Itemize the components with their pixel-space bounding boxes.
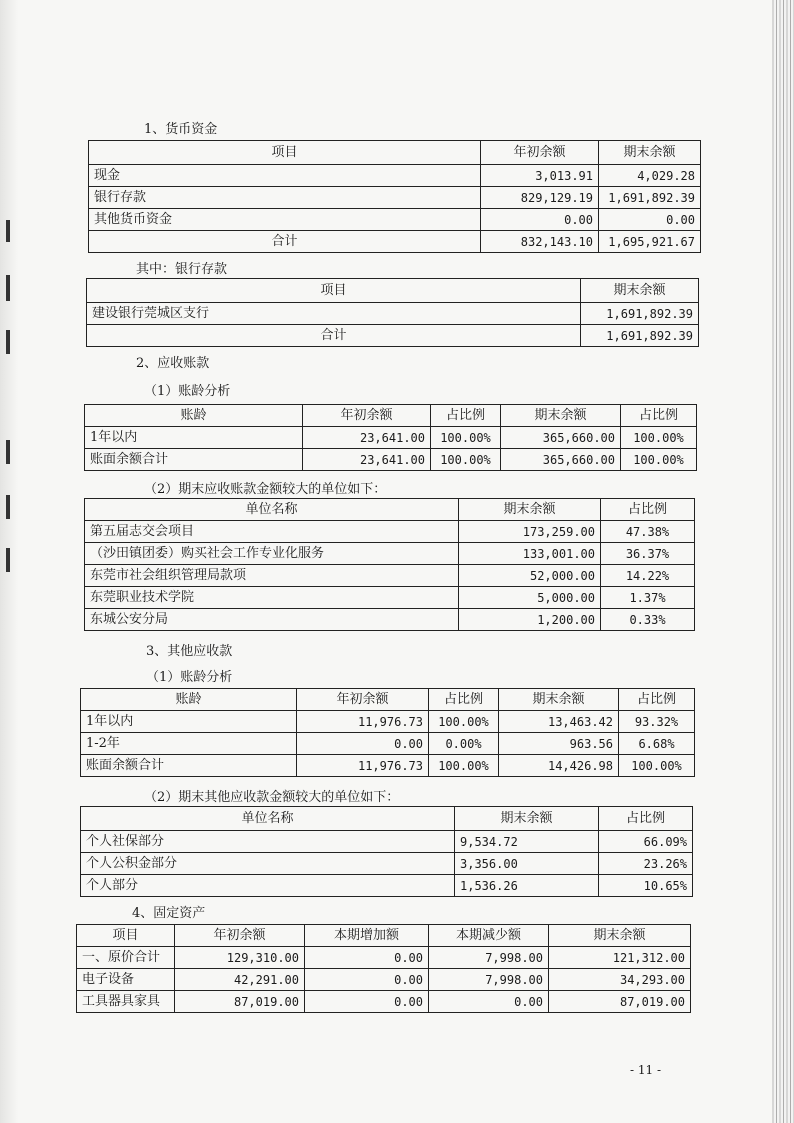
table-row [89, 165, 701, 187]
binding-mark [6, 548, 10, 572]
closing-balance: 9,534.72 [455, 831, 599, 853]
table-row [85, 565, 695, 587]
opening-ratio: 0.00% [429, 733, 499, 755]
opening-balance: 829,129.19 [481, 187, 599, 209]
closing-balance: 34,293.00 [549, 969, 691, 991]
table-row [89, 187, 701, 209]
opening-balance: 0.00 [297, 733, 429, 755]
opening-ratio: 100.00% [429, 711, 499, 733]
row-label: 电子设备 [77, 969, 175, 991]
ratio: 36.37% [601, 543, 695, 565]
col-header-item: 项目 [77, 925, 175, 947]
section-2-aging-heading: （1）账龄分析 [144, 384, 231, 399]
ratio: 14.22% [601, 565, 695, 587]
opening-balance: 3,013.91 [481, 165, 599, 187]
receivables-top-units-table [84, 498, 695, 631]
total-row [87, 325, 699, 347]
receivables-aging-table [84, 404, 697, 471]
increase: 0.00 [305, 947, 429, 969]
closing-balance: 87,019.00 [549, 991, 691, 1013]
table-header-row [87, 279, 699, 303]
col-header-unit: 单位名称 [81, 807, 455, 831]
closing-balance: 133,001.00 [459, 543, 601, 565]
closing-balance: 1,695,921.67 [599, 231, 701, 253]
row-label: 现金 [89, 165, 481, 187]
row-label: 1-2年 [81, 733, 297, 755]
col-header-closing: 期末余额 [499, 689, 619, 711]
unit-name: 个人社保部分 [81, 831, 455, 853]
bank-table [86, 278, 699, 347]
opening-balance: 23,641.00 [303, 449, 431, 471]
table-row [87, 303, 699, 325]
closing-balance: 1,691,892.39 [581, 303, 699, 325]
closing-ratio: 6.68% [619, 733, 695, 755]
col-header-closing: 期末余额 [459, 499, 601, 521]
col-header-ratio: 占比例 [599, 807, 693, 831]
cash-table [88, 140, 701, 253]
decrease: 7,998.00 [429, 969, 549, 991]
increase: 0.00 [305, 991, 429, 1013]
closing-balance: 0.00 [599, 209, 701, 231]
increase: 0.00 [305, 969, 429, 991]
binding-mark [6, 330, 10, 354]
opening-balance: 42,291.00 [175, 969, 305, 991]
section-1-heading: 1、货币资金 [144, 122, 218, 137]
closing-balance: 963.56 [499, 733, 619, 755]
closing-balance: 52,000.00 [459, 565, 601, 587]
closing-balance: 3,356.00 [455, 853, 599, 875]
row-label: 建设银行莞城区支行 [87, 303, 581, 325]
closing-ratio: 100.00% [619, 755, 695, 777]
opening-balance: 11,976.73 [297, 711, 429, 733]
total-row [81, 755, 695, 777]
table-header-row [81, 807, 693, 831]
table-header-row [85, 405, 697, 427]
table-row [81, 853, 693, 875]
closing-balance: 365,660.00 [501, 449, 621, 471]
unit-name: 东莞职业技术学院 [85, 587, 459, 609]
page-number: - 11 - [630, 1063, 662, 1077]
table-row [85, 427, 697, 449]
ratio: 66.09% [599, 831, 693, 853]
table-header-row [85, 499, 695, 521]
col-header-aging: 账龄 [85, 405, 303, 427]
col-header-opening: 年初余额 [175, 925, 305, 947]
row-label: 1年以内 [81, 711, 297, 733]
table-row [81, 711, 695, 733]
section-3-heading: 3、其他应收款 [146, 644, 233, 659]
opening-balance: 23,641.00 [303, 427, 431, 449]
table-row [89, 209, 701, 231]
closing-balance: 5,000.00 [459, 587, 601, 609]
unit-name: 东城公安分局 [85, 609, 459, 631]
closing-balance: 1,691,892.39 [581, 325, 699, 347]
ratio: 0.33% [601, 609, 695, 631]
table-header-row [81, 689, 695, 711]
scan-right-edge [772, 0, 794, 1123]
opening-ratio: 100.00% [429, 755, 499, 777]
closing-balance: 1,536.26 [455, 875, 599, 897]
ratio: 1.37% [601, 587, 695, 609]
table-row [81, 733, 695, 755]
total-label: 合计 [87, 325, 581, 347]
row-label: 工具器具家具 [77, 991, 175, 1013]
table-row [85, 543, 695, 565]
table-row [81, 831, 693, 853]
closing-balance: 365,660.00 [501, 427, 621, 449]
col-header-ratio: 占比例 [601, 499, 695, 521]
fixed-assets-table [76, 924, 691, 1013]
row-label: 1年以内 [85, 427, 303, 449]
col-header-closing: 期末余额 [501, 405, 621, 427]
opening-ratio: 100.00% [431, 449, 501, 471]
section-3-top-heading: （2）期末其他应收款金额较大的单位如下： [144, 790, 400, 805]
col-header-closing: 期末余额 [599, 141, 701, 165]
table-header-row [77, 925, 691, 947]
col-header-unit: 单位名称 [85, 499, 459, 521]
bank-heading: 其中：银行存款 [136, 262, 228, 277]
unit-name: 个人部分 [81, 875, 455, 897]
binding-mark [6, 220, 10, 242]
ratio: 47.38% [601, 521, 695, 543]
table-row [77, 991, 691, 1013]
col-header-item: 项目 [89, 141, 481, 165]
opening-balance: 832,143.10 [481, 231, 599, 253]
col-header-ratio: 占比例 [621, 405, 697, 427]
binding-mark [6, 275, 10, 301]
closing-ratio: 93.32% [619, 711, 695, 733]
row-label: 账面余额合计 [81, 755, 297, 777]
col-header-decrease: 本期减少额 [429, 925, 549, 947]
ratio: 23.26% [599, 853, 693, 875]
row-label: 账面余额合计 [85, 449, 303, 471]
closing-balance: 173,259.00 [459, 521, 601, 543]
decrease: 0.00 [429, 991, 549, 1013]
col-header-closing: 期末余额 [455, 807, 599, 831]
section-4-heading: 4、固定资产 [132, 906, 206, 921]
closing-balance: 1,691,892.39 [599, 187, 701, 209]
table-row [77, 969, 691, 991]
total-row [85, 449, 697, 471]
opening-balance: 11,976.73 [297, 755, 429, 777]
unit-name: （沙田镇团委）购买社会工作专业化服务 [85, 543, 459, 565]
opening-balance: 87,019.00 [175, 991, 305, 1013]
col-header-opening: 年初余额 [303, 405, 431, 427]
section-3-aging-heading: （1）账龄分析 [146, 670, 233, 685]
closing-balance: 121,312.00 [549, 947, 691, 969]
table-row [85, 609, 695, 631]
ratio: 10.65% [599, 875, 693, 897]
col-header-increase: 本期增加额 [305, 925, 429, 947]
unit-name: 第五届志交会项目 [85, 521, 459, 543]
col-header-opening: 年初余额 [481, 141, 599, 165]
closing-balance: 1,200.00 [459, 609, 601, 631]
total-row [89, 231, 701, 253]
table-row [85, 587, 695, 609]
closing-ratio: 100.00% [621, 427, 697, 449]
col-header-closing: 期末余额 [581, 279, 699, 303]
section-2-heading: 2、应收账款 [136, 356, 210, 371]
row-label: 其他货币资金 [89, 209, 481, 231]
table-row [77, 947, 691, 969]
binding-mark [6, 440, 10, 464]
col-header-aging: 账龄 [81, 689, 297, 711]
col-header-ratio: 占比例 [429, 689, 499, 711]
col-header-ratio: 占比例 [431, 405, 501, 427]
decrease: 7,998.00 [429, 947, 549, 969]
other-receivables-top-units-table [80, 806, 693, 897]
row-label: 银行存款 [89, 187, 481, 209]
col-header-ratio: 占比例 [619, 689, 695, 711]
unit-name: 个人公积金部分 [81, 853, 455, 875]
closing-balance: 13,463.42 [499, 711, 619, 733]
binding-mark [6, 495, 10, 519]
table-row [81, 875, 693, 897]
unit-name: 东莞市社会组织管理局款项 [85, 565, 459, 587]
row-label: 一、原价合计 [77, 947, 175, 969]
table-header-row [89, 141, 701, 165]
closing-balance: 4,029.28 [599, 165, 701, 187]
opening-balance: 0.00 [481, 209, 599, 231]
col-header-closing: 期末余额 [549, 925, 691, 947]
total-label: 合计 [89, 231, 481, 253]
closing-balance: 14,426.98 [499, 755, 619, 777]
section-2-top-heading: （2）期末应收账款金额较大的单位如下： [144, 482, 387, 497]
other-receivables-aging-table [80, 688, 695, 777]
closing-ratio: 100.00% [621, 449, 697, 471]
table-row [85, 521, 695, 543]
col-header-item: 项目 [87, 279, 581, 303]
col-header-opening: 年初余额 [297, 689, 429, 711]
opening-balance: 129,310.00 [175, 947, 305, 969]
opening-ratio: 100.00% [431, 427, 501, 449]
